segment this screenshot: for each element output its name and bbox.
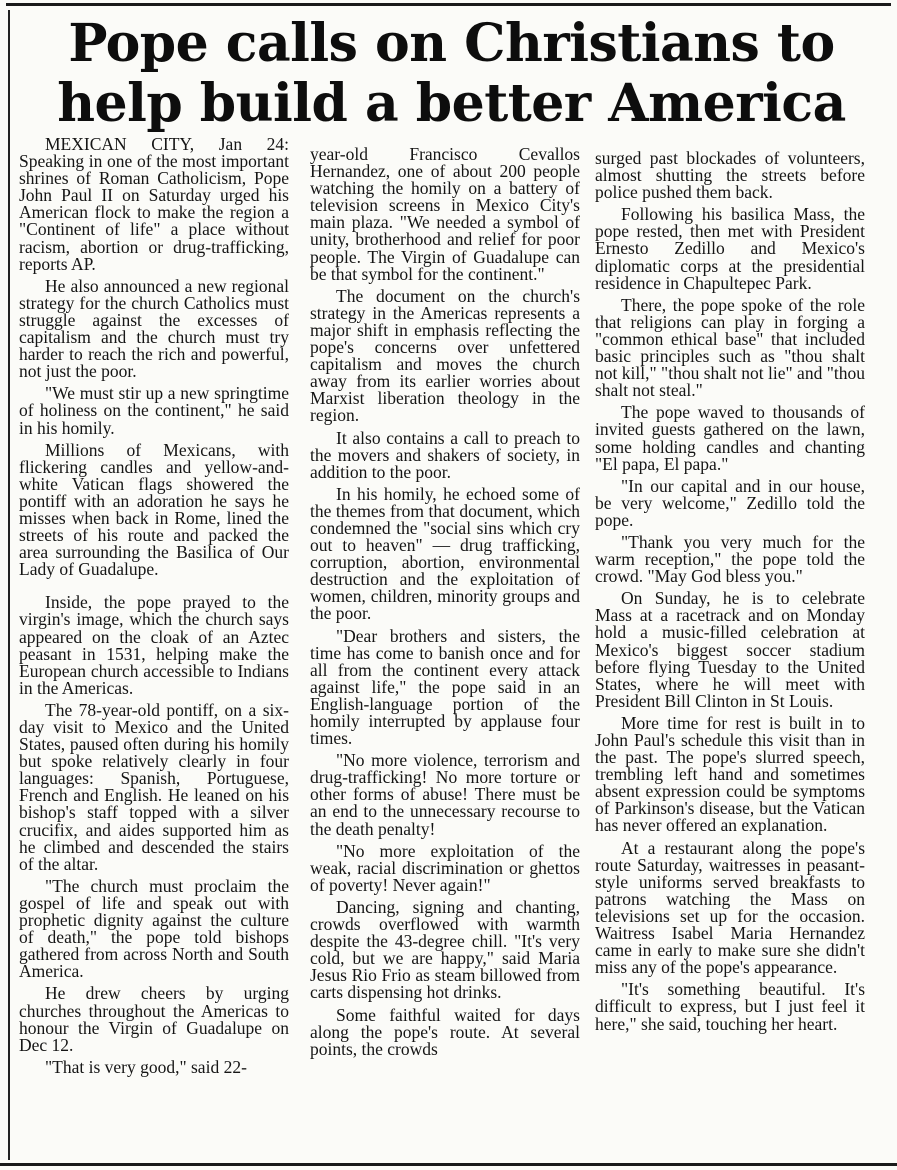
paragraph: surged past blockades of volunteers, almost shutting the streets before police pushed them back. [595,148,865,203]
paragraph: The document on the church's strategy in the Americas represents a major shift in emphasis reflecting the pope's concerns over unfettered capitalism and moves the church away from its earlier worries about Marxist liberation theology in the region. [310,285,580,426]
paragraph: He drew cheers by urging churches throughout the Americas to honour the Virgin of Guadalupe on Dec 12. [19,983,289,1055]
paragraph: In his homily, he echoed some of the themes from that document, which condemned the "social sins which cry out to heaven" — drug trafficking, corruption, abortion, environmental destruction and the exploitation of women, children, minority groups and the poor. [310,483,580,624]
paragraph: He also announced a new regional strategy for the church Catholics must struggle against the excesses of capitalism and the church must try harder to reach the rich and powerful, not just the poor. [19,275,289,382]
article-column-3 [595,150,865,1038]
paragraph: On Sunday, he is to celebrate Mass at a racetrack and on Monday hold a music-filled celebration at Mexico's biggest soccer stadium before flying Tuesday to the United States, where he will meet with President Bill Clinton in St Louis. [595,588,865,711]
paragraph: Some faithful waited for days along the pope's route. At several points, the crowds [310,1004,580,1059]
top-border-rule [6,3,891,6]
headline: Pope calls on Christians to help build a better America [57,13,846,134]
paragraph: At a restaurant along the pope's route Saturday, waitresses in peasant-style uniforms served breakfasts to patrons watching the Mass on televisions set up for the occasion. Waitress Isabel Maria Hernandez came in early to make sure she didn't miss any of the pope's appearance. [595,837,865,978]
paragraph: year-old Francisco Cevallos Hernandez, one of about 200 people watching the homily on a battery of television screens in Mexico City's main plaza. "We needed a symbol of unity, brotherhood and relief for poor people. The Virgin of Guadalupe can be that symbol for the continent." [310,144,580,284]
paragraph: The pope waved to thousands of invited guests gathered on the lawn, some holding candles and chanting "El papa, El papa." [595,402,865,474]
paragraph: "Dear brothers and sisters, the time has come to banish once and for all from the continent every attack against life," the pope said in an English-language portion of the homily interrupted by applause four times. [310,625,580,749]
paragraph: "Thank you very much for the warm reception," the pope told the crowd. "May God bless you." [595,531,865,587]
paragraph: "In our capital and in our house, be very welcome," Zedillo told the pope. [595,475,865,530]
paragraph: Millions of Mexicans, with flickering candles and yellow-and-white Vatican flags showered the pontiff with an adoration he says he misses when back in Rome, lined the streets of his route and packed the area surrounding the Basilica of Our Lady of Guadalupe. [19,439,289,580]
left-border-rule [8,10,10,1160]
paragraph: Inside, the pope prayed to the virgin's image, which the church says appeared on the cloak of an Aztec peasant in 1531, helping make the European church accessible to Indians in the Americas. [19,592,289,698]
paragraph: Following his basilica Mass, the pope rested, then met with President Ernesto Zedillo and Mexico's diplomatic corps at the presidential residence in Chapultepec Park. [595,204,865,293]
article-column-2 [310,146,580,1063]
paragraph: There, the pope spoke of the role that religions can play in forging a "common ethical base" that included basic principles such as "thou shalt not kill," "thou shalt not lie" and "thou shalt not steal." [595,294,865,401]
paragraph: It also contains a call to preach to the movers and shakers of society, in addition to the poor. [310,427,580,482]
paragraph: More time for rest is built in to John Paul's schedule this visit than in the past. The pope's slurred speech, trembling left hand and sometimes absent expression could be symptoms of Parkinson's disease, but the Vatican has never offered an explanation. [595,712,865,836]
paragraph: Dancing, signing and chanting, crowds overflowed with warmth despite the 43-degree chill. "It's very cold, but we are happy," said Maria Jesus Rio Frio as steam billowed from carts dispensing hot drinks. [310,896,580,1003]
paragraph: "No more exploitation of the weak, racial discrimination or ghettos of poverty! Never again!" [310,840,580,895]
article-column-1 [19,136,289,1081]
paragraph: "We must stir up a new springtime of holiness on the continent," he said in his homily. [19,383,289,438]
paragraph: MEXICAN CITY, Jan 24: Speaking in one of the most important shrines of Roman Catholicism, Pope John Paul II on Saturday urged his American flock to make the region a "Continent of life" a place without racism, abortion or drug-trafficking, reports AP. [19,134,289,274]
bottom-border-rule [0,1163,897,1166]
paragraph: "It's something beautiful. It's difficult to express, but I just feel it here," she said, touching her heart. [595,979,865,1034]
paragraph: "No more violence, terrorism and drug-trafficking! No more torture or other forms of abuse! There must be an end to the unnecessary recourse to the death penalty! [310,750,580,839]
paragraph: "The church must proclaim the gospel of life and speak out with prophetic dignity against the culture of death," the pope told bishops gathered from across North and South America. [19,875,289,982]
paragraph: "That is very good," said 22- [45,1056,247,1077]
paragraph: The 78-year-old pontiff, on a six-day visit to Mexico and the United States, paused often during his homily but spoke relatively clearly in four languages: Spanish, Portuguese, French and English. He leaned on his bishop's staff topped with a silver crucifix, and aides supported him as he climbed and descended the stairs of the altar. [19,699,289,874]
